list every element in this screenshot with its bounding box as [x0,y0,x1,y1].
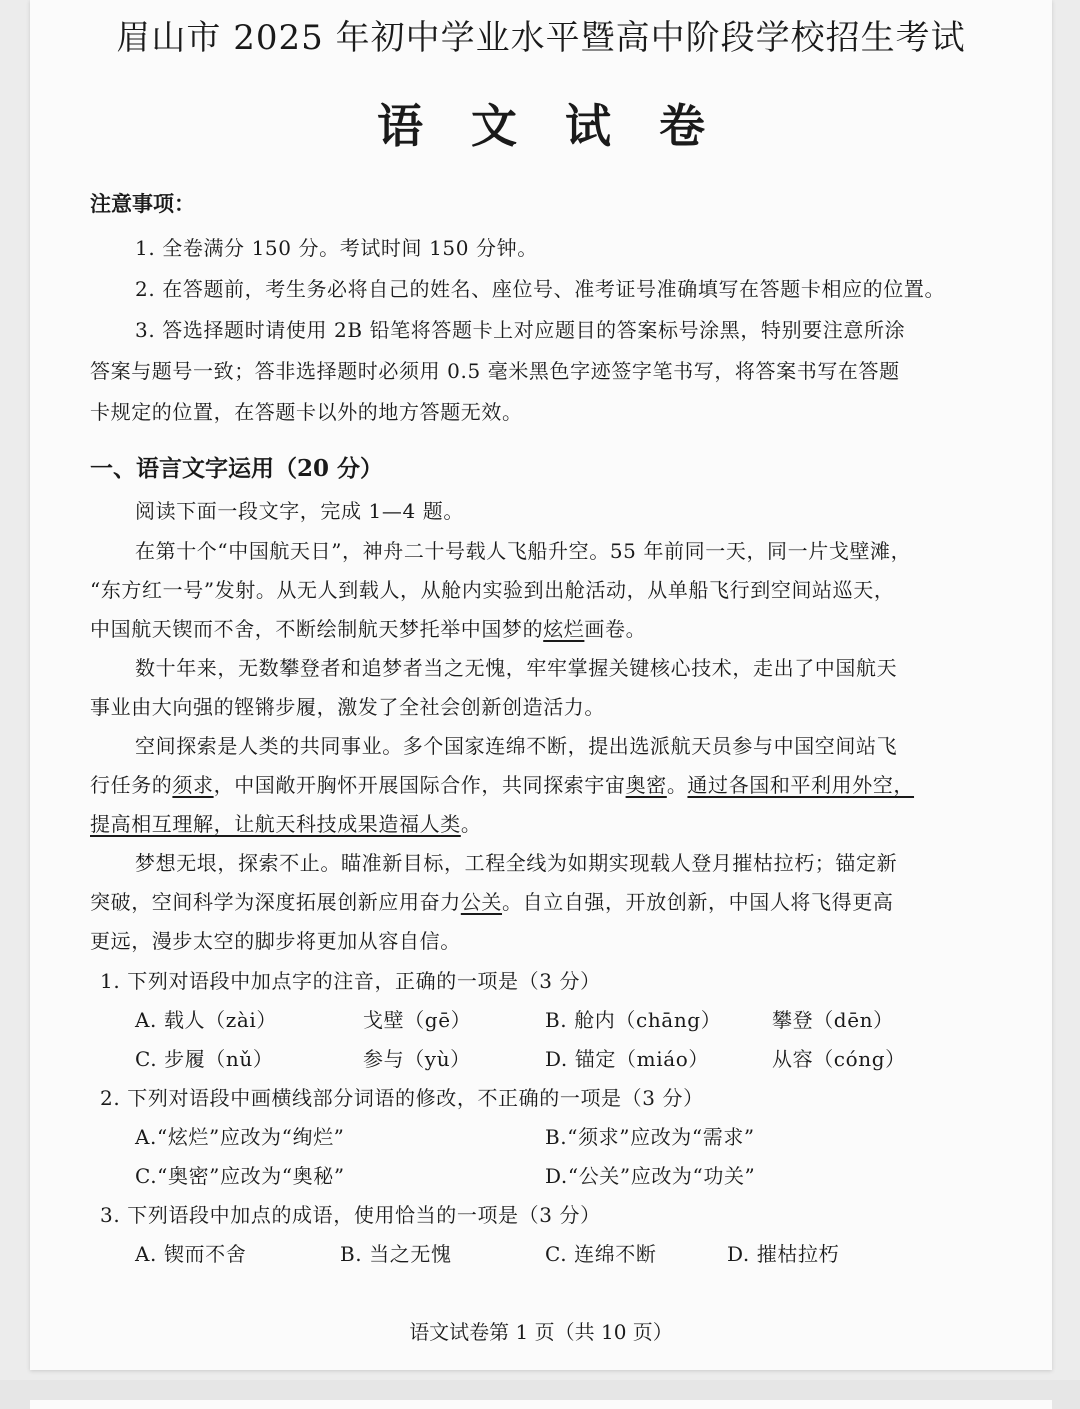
underlined-sentence-end: 提高相互理解，让航天科技成果造福人类 [90,812,461,836]
q3-option-c: C. 连绵不断 [545,1242,657,1266]
passage-p3-line-2: 行任务的须求，中国敞开胸怀开展国际合作，共同探索宇宙奥密。通过各国和平利用外空， [90,773,915,797]
section-1-heading: 一、语言文字运用（20 分） [90,455,384,482]
passage-p3-line-3: 提高相互理解，让航天科技成果造福人类。 [90,812,482,836]
exam-page [30,0,1052,1370]
exam-title: 眉山市 2025 年初中学业水平暨高中阶段学校招生考试 [116,18,966,58]
underlined-word-aomi: 奥密 [625,773,667,797]
passage-p2-line-2: 事业由大向强的铿锵步履，激发了全社会创新创造活力。 [90,695,605,719]
q2-option-a: A.“炫烂”应改为“绚烂” [135,1125,345,1149]
q2-option-b: B.“须求”应改为“需求” [545,1125,755,1149]
notice-heading: 注意事项： [90,191,195,216]
passage-p1-line-2: “东方红一号”发射。从无人到载人，从舱内实验到出舱活动，从单船飞行到空间站巡天， [90,578,895,602]
question-1-stem: 1. 下列对语段中加点字的注音，正确的一项是（3 分） [100,969,601,993]
q1-option-c-second: 参与（yù） [363,1047,471,1071]
notice-item-2: 2. 在答题前，考生务必将自己的姓名、座位号、准考证号准确填写在答题卡相应的位置。 [135,277,946,301]
passage-p4-line-2: 突破，空间科学为深度拓展创新应用奋力公关。自立自强，开放创新，中国人将飞得更高 [90,890,894,914]
subject-title: 语文试卷 [377,99,753,153]
next-page-edge [30,1400,1052,1409]
question-3-stem: 3. 下列语段中加点的成语，使用恰当的一项是（3 分） [100,1203,601,1227]
passage-p3-line-1: 空间探索是人类的共同事业。多个国家连绵不断，提出选派航天员参与中国空间站飞 [135,734,898,758]
q2-option-d: D.“公关”应改为“功关” [545,1164,756,1188]
q3-option-b: B. 当之无愧 [340,1242,452,1266]
passage-p2-line-1: 数十年来，无数攀登者和追梦者当之无愧，牢牢掌握关键核心技术，走出了中国航天 [135,656,898,680]
q1-option-b: B. 舱内（chāng） [545,1008,722,1032]
q2-option-c: C.“奥密”应改为“奥秘” [135,1164,345,1188]
page-footer: 语文试卷第 1 页（共 10 页） [409,1320,673,1344]
underlined-word-xuqiu: 须求 [172,773,214,797]
notice-item-3-line-2: 答案与题号一致；答非选择题时必须用 0.5 毫米黑色字迹签字笔书写，将答案书写在答题 [90,359,900,383]
passage-p4-line-3: 更远，漫步太空的脚步将更加从容自信。 [90,929,461,953]
notice-item-3-line-1: 3. 答选择题时请使用 2B 铅笔将答题卡上对应题目的答案标号涂黑，特别要注意所涂 [135,318,906,342]
underlined-sentence-start: 通过各国和平利用外空， [687,773,915,797]
notice-item-1: 1. 全卷满分 150 分。考试时间 150 分钟。 [135,236,538,260]
q1-option-a: A. 载人（zài） [135,1008,278,1032]
q1-option-d-second: 从容（cóng） [772,1047,906,1071]
section-1-intro: 阅读下面一段文字，完成 1—4 题。 [135,499,464,523]
q3-option-d: D. 摧枯拉朽 [727,1242,840,1266]
question-2-stem: 2. 下列对语段中画横线部分词语的修改，不正确的一项是（3 分） [100,1086,704,1110]
underlined-word-gongguan: 公关 [460,890,503,914]
underlined-word-xuanlan: 炫烂 [543,617,585,641]
q1-option-c: C. 步履（nǔ） [135,1047,274,1071]
passage-p1-line-1: 在第十个“中国航天日”，神舟二十号载人飞船升空。55 年前同一天，同一片戈壁滩， [135,539,912,563]
q1-option-d: D. 锚定（miáo） [545,1047,709,1071]
q1-option-a-second: 戈壁（gē） [363,1008,472,1032]
passage-p4-line-1: 梦想无垠，探索不止。瞄准新目标，工程全线为如期实现载人登月摧枯拉朽；锚定新 [135,851,898,875]
q3-option-a: A. 锲而不舍 [135,1242,247,1266]
q1-option-b-second: 攀登（dēn） [772,1008,894,1032]
notice-item-3-line-3: 卡规定的位置，在答题卡以外的地方答题无效。 [90,400,523,424]
passage-p1-line-3: 中国航天锲而不舍，不断绘制航天梦托举中国梦的炫烂画卷。 [90,617,647,641]
